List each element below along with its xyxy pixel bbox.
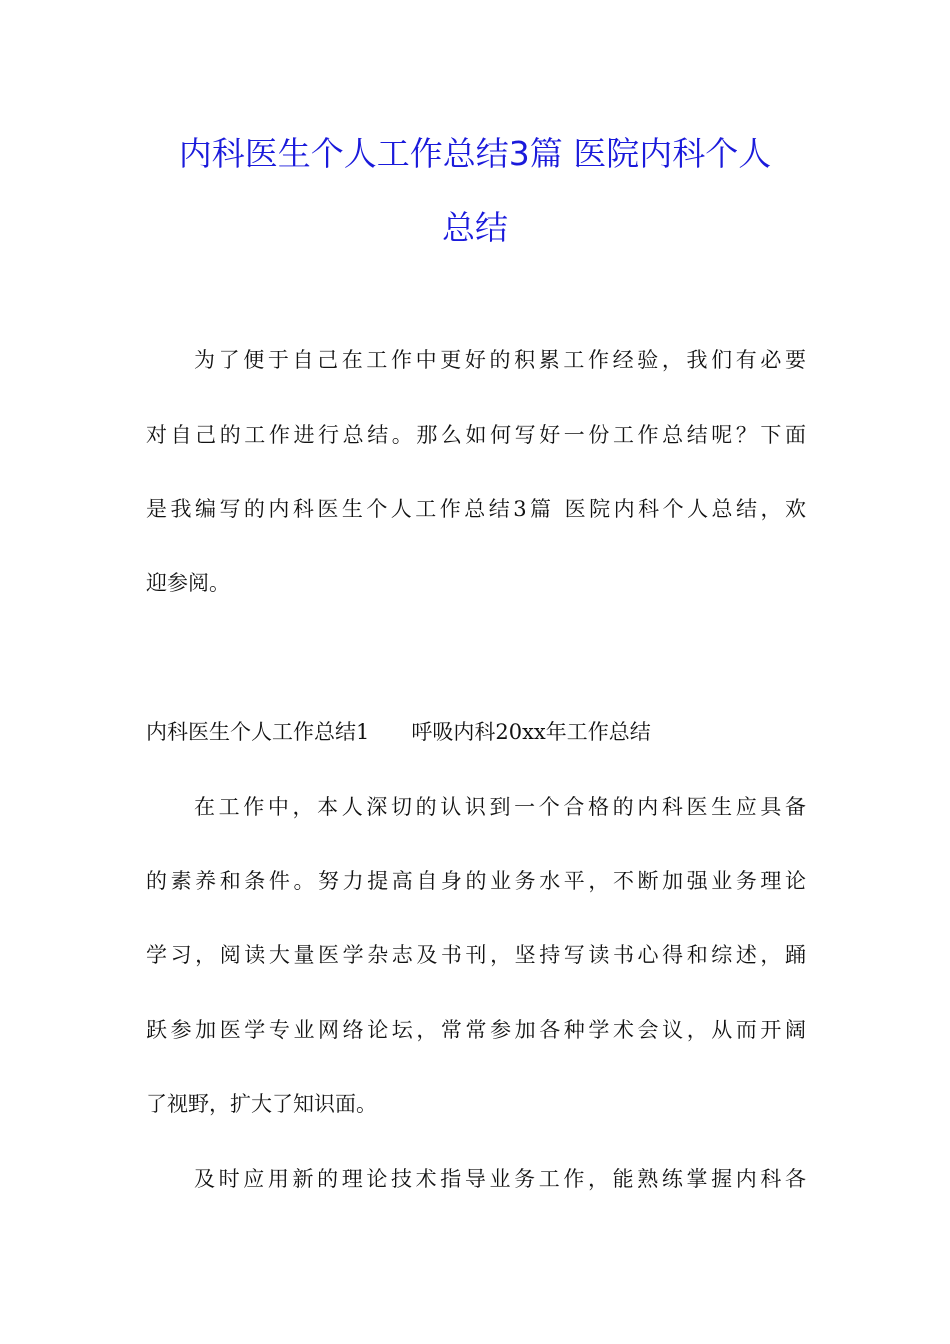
intro-line-3: 是我编写的内科医生个人工作总结3篇 医院内科个人总结，欢 <box>146 497 806 521</box>
para-1-line-4: 跃参加医学专业网络论坛，常常参加各种学术会议，从而开阔 <box>146 1018 806 1042</box>
para-1-line-3: 学习，阅读大量医学杂志及书刊，坚持写读书心得和综述，踊 <box>146 943 806 967</box>
para-1-line-5: 了视野，扩大了知识面。 <box>146 1092 377 1116</box>
intro-line-4: 迎参阅。 <box>146 571 230 595</box>
intro-line-1: 为了便于自己在工作中更好的积累工作经验，我们有必要 <box>194 348 806 372</box>
document-title-line-2: 总结 <box>442 208 508 247</box>
para-1-line-2: 的素养和条件。努力提高自身的业务水平，不断加强业务理论 <box>146 869 806 893</box>
document-title-line-1: 内科医生个人工作总结3篇 医院内科个人 <box>178 134 772 173</box>
section-1-heading: 内科医生个人工作总结1 呼吸内科20xx年工作总结 <box>146 720 651 744</box>
para-2-line-1: 及时应用新的理论技术指导业务工作，能熟练掌握内科各 <box>194 1167 806 1191</box>
intro-line-2: 对自己的工作进行总结。那么如何写好一份工作总结呢？下面 <box>146 423 806 447</box>
para-1-line-1: 在工作中，本人深切的认识到一个合格的内科医生应具备 <box>194 795 806 819</box>
